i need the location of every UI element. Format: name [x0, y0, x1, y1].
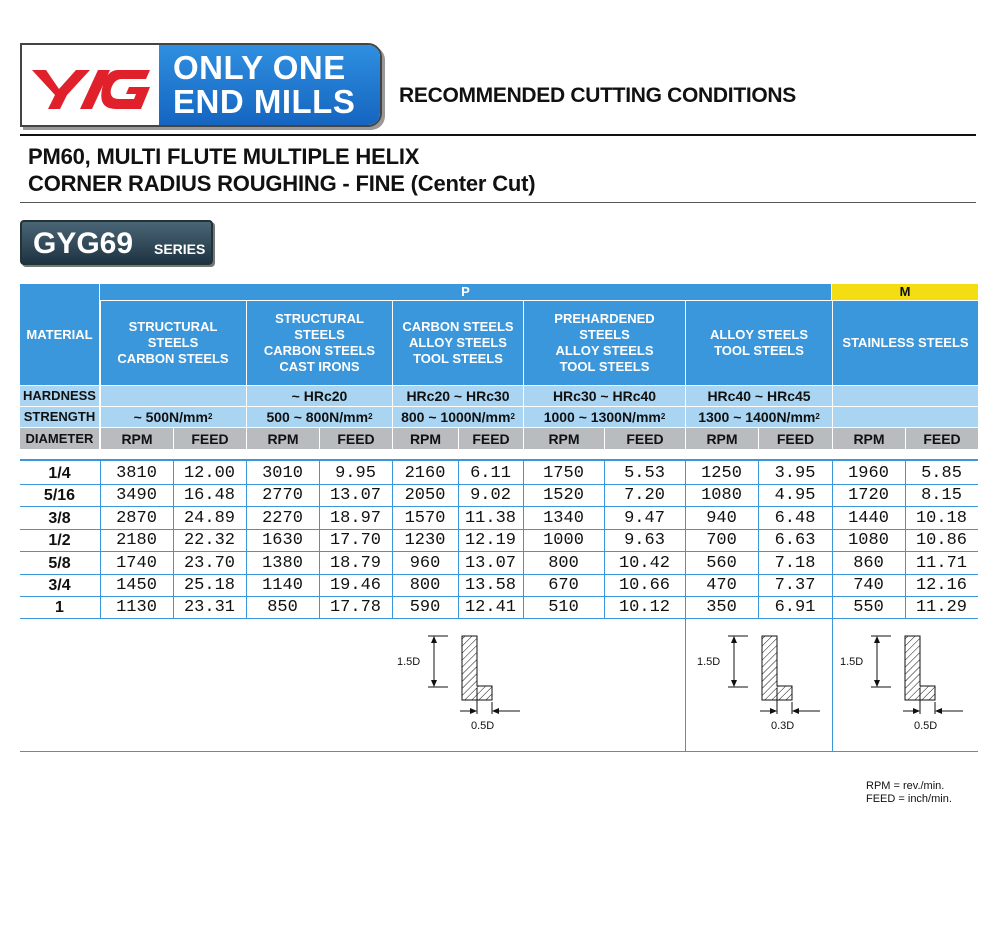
rpm-value: 1080 [848, 531, 889, 550]
feed-value: 9.95 [335, 464, 376, 483]
rpm-value: 850 [267, 598, 298, 617]
feed-value: 9.47 [624, 509, 665, 528]
rpm-value: 740 [853, 576, 884, 595]
rpm-value: 940 [706, 509, 737, 528]
rpm-header: RPM [524, 428, 604, 449]
hardness-value: HRc40 ~ HRc45 [686, 386, 832, 406]
rpm-value: 800 [409, 576, 441, 595]
column-divider [604, 461, 605, 619]
feed-value: 16.48 [183, 486, 235, 505]
column-divider [458, 461, 459, 619]
header-divider-line [832, 301, 833, 449]
feed-value: 13.58 [464, 576, 516, 595]
rpm-value: 800 [548, 554, 579, 573]
rpm-value: 2180 [116, 531, 157, 550]
cut-profile-diagram [700, 630, 830, 740]
rpm-value: 1080 [701, 486, 742, 505]
width-label: 0.5D [471, 720, 495, 732]
logo-tagline [159, 45, 380, 125]
column-divider [832, 461, 833, 619]
header-divider-line [246, 301, 247, 449]
rpm-value: 1140 [262, 576, 303, 595]
header-divider-line [685, 301, 686, 449]
feed-value: 10.12 [618, 598, 670, 617]
feed-value: 18.79 [329, 554, 381, 573]
diameter-value: 1/2 [48, 531, 71, 549]
rpm-value: 590 [409, 598, 441, 617]
rpm-value: 1130 [116, 598, 157, 617]
header-divider-line [458, 428, 459, 449]
feed-value: 10.86 [915, 531, 967, 550]
column-divider [392, 461, 393, 619]
feed-value: 10.42 [618, 554, 670, 573]
rpm-value: 1450 [116, 576, 157, 595]
feed-value: 8.15 [921, 486, 962, 505]
strength-label: STRENGTH [20, 407, 99, 427]
logo-line-2: END MILLS [173, 83, 356, 120]
diameter-label: DIAMETER [20, 428, 99, 449]
diagram-divider [685, 619, 686, 751]
feed-value: 24.89 [183, 509, 235, 528]
rpm-value: 2160 [404, 464, 446, 483]
row-divider [20, 506, 978, 507]
rpm-value: 3010 [262, 464, 303, 483]
table-bottom-line [20, 751, 978, 752]
rpm-value: 1440 [848, 509, 889, 528]
feed-value: 7.37 [774, 576, 816, 595]
rpm-value: 1750 [543, 464, 584, 483]
header-divider-line [100, 301, 101, 449]
material-header: ALLOY STEELS TOOL STEELS [686, 301, 832, 385]
feed-value: 5.85 [921, 464, 962, 483]
feed-value: 11.38 [464, 509, 516, 528]
hardness-value [100, 386, 246, 406]
feed-value: 7.18 [774, 554, 816, 573]
column-divider [246, 461, 247, 619]
header-divider-line [523, 301, 524, 449]
cut-profile-diagram [400, 630, 530, 740]
feed-value: 11.71 [915, 554, 967, 573]
rpm-header: RPM [833, 428, 905, 449]
column-divider [523, 461, 524, 619]
column-divider [685, 461, 686, 619]
width-label: 0.5D [914, 720, 938, 732]
feed-header: FEED [174, 428, 246, 449]
feed-value: 10.18 [915, 509, 967, 528]
row-divider [20, 551, 978, 552]
rpm-header: RPM [393, 428, 458, 449]
rpm-legend: RPM = rev./min. [866, 780, 945, 792]
material-header: STRUCTURAL STEELS CARBON STEELS CAST IRONS [247, 301, 392, 385]
hardness-label: HARDNESS [20, 386, 99, 406]
diameter-value: 5/8 [48, 554, 71, 572]
rpm-value: 960 [409, 554, 441, 573]
rpm-value: 3810 [116, 464, 157, 483]
rpm-value: 860 [853, 554, 884, 573]
material-header: STAINLESS STEELS [833, 301, 978, 385]
rpm-value: 1380 [262, 554, 303, 573]
rpm-header: RPM [101, 428, 173, 449]
feed-value: 6.91 [774, 598, 816, 617]
header-divider-line [392, 301, 393, 449]
header-divider-line [319, 428, 320, 449]
rpm-value: 1340 [543, 509, 584, 528]
rpm-value: 2870 [116, 509, 157, 528]
hardness-value [833, 386, 978, 406]
feed-value: 18.97 [329, 509, 381, 528]
feed-value: 4.95 [774, 486, 816, 505]
feed-value: 6.48 [774, 509, 816, 528]
diameter-value: 3/8 [48, 509, 71, 527]
rpm-value: 470 [706, 576, 737, 595]
rpm-value: 700 [706, 531, 737, 550]
column-divider [319, 461, 320, 619]
rpm-header: RPM [686, 428, 758, 449]
strength-value: 800 ~ 1000N/mm 2 [393, 407, 523, 427]
material-header: CARBON STEELS ALLOY STEELS TOOL STEELS [393, 301, 523, 385]
feed-value: 9.02 [470, 486, 511, 505]
group-m-header: M [832, 284, 978, 300]
diameter-value: 1/4 [48, 464, 71, 482]
product-divider [20, 202, 976, 203]
feed-value: 13.07 [329, 486, 381, 505]
rpm-value: 1720 [848, 486, 889, 505]
feed-value: 17.70 [329, 531, 381, 550]
hardness-value: ~ HRc20 [247, 386, 392, 406]
yg-logo-mark [22, 45, 159, 125]
rpm-value: 550 [853, 598, 884, 617]
rpm-header: RPM [247, 428, 319, 449]
feed-header: FEED [459, 428, 523, 449]
diameter-value: 1 [55, 598, 64, 616]
rpm-value: 2270 [262, 509, 303, 528]
column-divider [758, 461, 759, 619]
header-divider-line [604, 428, 605, 449]
rpm-value: 510 [548, 598, 579, 617]
feed-value: 12.19 [464, 531, 516, 550]
feed-header: FEED [906, 428, 978, 449]
feed-header: FEED [320, 428, 392, 449]
rpm-value: 1740 [116, 554, 157, 573]
series-name: GYG69 [33, 227, 134, 260]
feed-header: FEED [759, 428, 832, 449]
strength-value: ~ 500N/mm 2 [100, 407, 246, 427]
feed-value: 13.07 [464, 554, 516, 573]
product-title-line-1: PM60, MULTI FLUTE MULTIPLE HELIX [28, 144, 420, 169]
feed-value: 7.20 [624, 486, 665, 505]
feed-value: 22.32 [183, 531, 235, 550]
rpm-value: 1570 [404, 509, 446, 528]
feed-legend: FEED = inch/min. [866, 793, 952, 805]
strength-value: 1000 ~ 1300N/mm 2 [524, 407, 685, 427]
rpm-value: 1630 [262, 531, 303, 550]
cut-profile-diagram [843, 630, 973, 740]
width-label: 0.3D [771, 720, 795, 732]
units-legend [866, 780, 952, 806]
feed-header: FEED [605, 428, 685, 449]
rpm-value: 1230 [404, 531, 446, 550]
material-header: PREHARDENED STEELS ALLOY STEELS TOOL STEELS [524, 301, 685, 385]
feed-value: 17.78 [329, 598, 381, 617]
feed-value: 10.66 [618, 576, 670, 595]
rpm-value: 1960 [848, 464, 889, 483]
column-divider [173, 461, 174, 619]
diameter-value: 5/16 [43, 486, 76, 504]
depth-label: 1.5D [840, 656, 864, 668]
feed-value: 6.11 [470, 464, 511, 483]
rpm-value: 1250 [701, 464, 742, 483]
hardness-value: HRc30 ~ HRc40 [524, 386, 685, 406]
rpm-value: 3490 [116, 486, 157, 505]
diameter-value: 3/4 [48, 576, 71, 594]
diagram-divider [832, 619, 833, 751]
feed-value: 6.63 [774, 531, 816, 550]
logo-line-1: ONLY ONE [173, 49, 346, 86]
rpm-value: 1520 [543, 486, 584, 505]
strength-value: 1300 ~ 1400N/mm 2 [686, 407, 832, 427]
feed-value: 12.00 [183, 464, 235, 483]
rpm-value: 670 [548, 576, 579, 595]
feed-value: 25.18 [183, 576, 235, 595]
material-header: STRUCTURAL STEELS CARBON STEELS [100, 301, 246, 385]
rpm-value: 560 [706, 554, 737, 573]
feed-value: 12.41 [464, 598, 516, 617]
header-divider [20, 134, 976, 136]
strength-value [833, 407, 978, 427]
strength-value: 500 ~ 800N/mm 2 [247, 407, 392, 427]
feed-value: 5.53 [624, 464, 665, 483]
feed-value: 19.46 [329, 576, 381, 595]
column-divider [905, 461, 906, 619]
group-p-header: P [100, 284, 831, 300]
feed-value: 3.95 [774, 464, 816, 483]
feed-value: 23.70 [183, 554, 235, 573]
rpm-value: 350 [706, 598, 737, 617]
product-title [28, 143, 535, 197]
feed-value: 23.31 [183, 598, 235, 617]
product-title-line-2: CORNER RADIUS ROUGHING - FINE (Center Cut) [28, 171, 536, 196]
rpm-value: 1000 [543, 531, 584, 550]
rpm-value: 2770 [262, 486, 303, 505]
feed-value: 12.16 [915, 576, 967, 595]
header-divider-line [173, 428, 174, 449]
hardness-value: HRc20 ~ HRc30 [393, 386, 523, 406]
brand-logo [20, 43, 382, 127]
column-divider [100, 461, 101, 619]
series-suffix: SERIES [154, 241, 206, 257]
rpm-value: 2050 [404, 486, 446, 505]
feed-value: 11.29 [915, 598, 967, 617]
data-top-divider [20, 459, 978, 461]
feed-value: 9.63 [624, 531, 665, 550]
material-label-cell: MATERIAL [20, 284, 99, 385]
header-divider-line [758, 428, 759, 449]
row-divider [20, 618, 978, 619]
series-badge [20, 220, 213, 265]
header-divider-line [905, 428, 906, 449]
depth-label: 1.5D [397, 656, 421, 668]
page-title: RECOMMENDED CUTTING CONDITIONS [399, 84, 796, 107]
depth-label: 1.5D [697, 656, 721, 668]
